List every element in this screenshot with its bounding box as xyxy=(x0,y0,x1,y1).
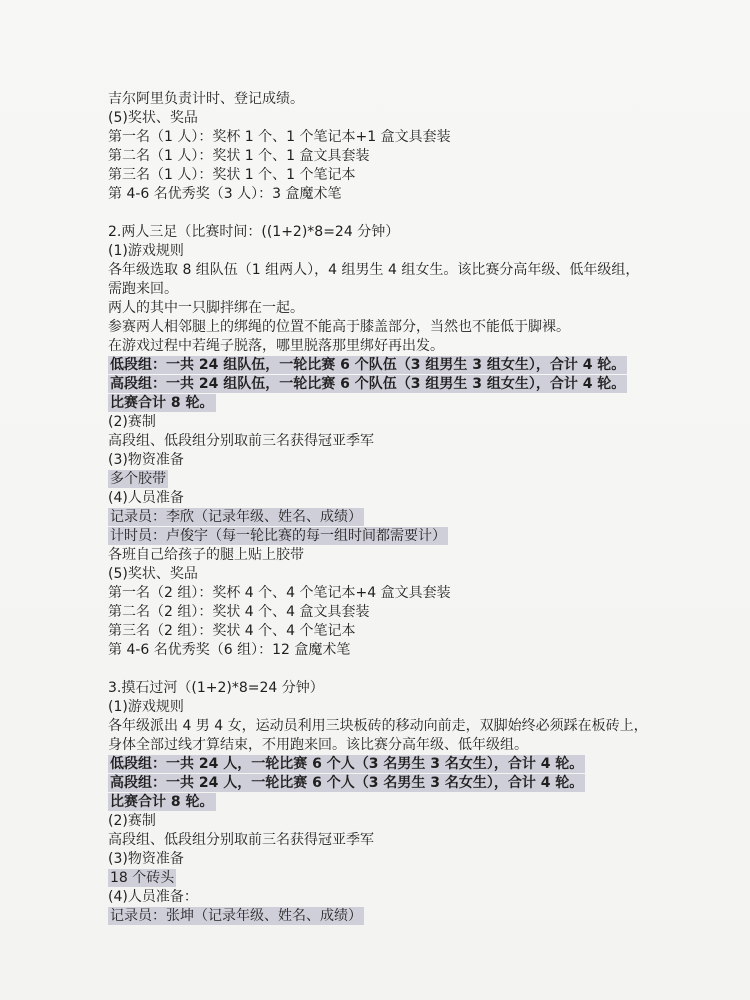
highlighted-text: 比赛合计 8 轮。 xyxy=(110,395,214,411)
text-line xyxy=(108,888,648,907)
text-line xyxy=(108,907,648,926)
text-line xyxy=(108,147,648,166)
line-text: 2.两人三足（比赛时间：((1+2)*8=24 分钟） xyxy=(108,224,400,240)
highlighted-text: 低段组：一共 24 人，一轮比赛 6 个人（3 名男生 3 名女生），合计 4 轮。 xyxy=(110,756,584,772)
line-text: 吉尔阿里负责计时、登记成绩。 xyxy=(108,91,304,107)
text-line xyxy=(108,375,648,394)
line-text: (3)物资准备 xyxy=(108,452,184,468)
text-line xyxy=(108,717,648,755)
text-line xyxy=(108,793,648,812)
line-text: 在游戏过程中若绳子脱落，哪里脱落那里绑好再出发。 xyxy=(108,338,444,354)
text-line xyxy=(108,584,648,603)
text-line xyxy=(108,489,648,508)
text-line xyxy=(108,242,648,261)
line-text: 高段组、低段组分别取前三名获得冠亚季军 xyxy=(108,433,374,449)
line-text: 3.摸石过河（(1+2)*8=24 分钟） xyxy=(108,680,324,696)
text-line xyxy=(108,755,648,774)
text-line xyxy=(108,546,648,565)
text-line xyxy=(108,698,648,717)
highlighted-text: 多个胶带 xyxy=(110,471,166,487)
text-line xyxy=(108,432,648,451)
highlighted-text: 比赛合计 8 轮。 xyxy=(110,794,214,810)
line-text: 高段组、低段组分别取前三名获得冠亚季军 xyxy=(108,832,374,848)
line-text: 各年级选取 8 组队伍（1 组两人），4 组男生 4 组女生。该比赛分高年级、低年级组，需跑来回。 xyxy=(108,262,640,297)
highlighted-text: 18 个砖头 xyxy=(110,870,175,886)
text-line xyxy=(108,527,648,546)
line-text: (2)赛制 xyxy=(108,813,156,829)
text-line xyxy=(108,261,648,299)
text-line xyxy=(108,128,648,147)
blank-line xyxy=(108,660,648,679)
line-text: 第 4-6 名优秀奖（3 人）：3 盒魔术笔 xyxy=(108,186,342,202)
text-line xyxy=(108,223,648,242)
text-line xyxy=(108,679,648,698)
line-text: (2)赛制 xyxy=(108,414,156,430)
text-line xyxy=(108,774,648,793)
highlighted-text: 低段组：一共 24 组队伍，一轮比赛 6 个队伍（3 组男生 3 组女生），合计 4 轮。 xyxy=(110,357,626,373)
text-line xyxy=(108,166,648,185)
text-line xyxy=(108,869,648,888)
blank-line xyxy=(108,204,648,223)
line-text: (1)游戏规则 xyxy=(108,699,184,715)
text-line xyxy=(108,812,648,831)
line-text: (4)人员准备 xyxy=(108,490,184,506)
text-line xyxy=(108,185,648,204)
line-text: 第二名（2 组）：奖状 4 个、4 盒文具套装 xyxy=(108,604,370,620)
text-line xyxy=(108,109,648,128)
document-body xyxy=(108,90,648,926)
line-text: 参赛两人相邻腿上的绑绳的位置不能高于膝盖部分，当然也不能低于脚裸。 xyxy=(108,319,570,335)
line-text: 第三名（1 人）：奖状 1 个、1 个笔记本 xyxy=(108,167,356,183)
highlighted-text: 计时员：卢俊宇（每一轮比赛的每一组时间都需要计） xyxy=(110,528,446,544)
text-line xyxy=(108,356,648,375)
text-line xyxy=(108,622,648,641)
line-text: 第一名（2 组）：奖杯 4 个、4 个笔记本+4 盒文具套装 xyxy=(108,585,451,601)
text-line xyxy=(108,337,648,356)
text-line xyxy=(108,413,648,432)
text-line xyxy=(108,90,648,109)
line-text: 第一名（1 人）：奖杯 1 个、1 个笔记本+1 盒文具套装 xyxy=(108,129,451,145)
text-line xyxy=(108,394,648,413)
line-text: (5)奖状、奖品 xyxy=(108,110,198,126)
text-line xyxy=(108,831,648,850)
line-text: (5)奖状、奖品 xyxy=(108,566,198,582)
line-text: 第 4-6 名优秀奖（6 组）：12 盒魔术笔 xyxy=(108,642,351,658)
line-text: 各班自己给孩子的腿上贴上胶带 xyxy=(108,547,304,563)
text-line xyxy=(108,470,648,489)
line-text: 第二名（1 人）：奖状 1 个、1 盒文具套装 xyxy=(108,148,370,164)
text-line xyxy=(108,299,648,318)
highlighted-text: 记录员：张坤（记录年级、姓名、成绩） xyxy=(110,908,362,924)
text-line xyxy=(108,603,648,622)
text-line xyxy=(108,451,648,470)
text-line xyxy=(108,318,648,337)
text-line xyxy=(108,641,648,660)
text-line xyxy=(108,508,648,527)
highlighted-text: 记录员：李欣（记录年级、姓名、成绩） xyxy=(110,509,362,525)
line-text: 第三名（2 组）：奖状 4 个、4 个笔记本 xyxy=(108,623,356,639)
highlighted-text: 高段组：一共 24 组队伍，一轮比赛 6 个队伍（3 组男生 3 组女生），合计 4 轮。 xyxy=(110,376,626,392)
highlighted-text: 高段组：一共 24 人，一轮比赛 6 个人（3 名男生 3 名女生），合计 4 轮。 xyxy=(110,775,584,791)
text-line xyxy=(108,565,648,584)
line-text: (1)游戏规则 xyxy=(108,243,184,259)
text-line xyxy=(108,850,648,869)
line-text: (3)物资准备 xyxy=(108,851,184,867)
line-text: (4)人员准备： xyxy=(108,889,198,905)
line-text: 各年级派出 4 男 4 女，运动员利用三块板砖的移动向前走，双脚始终必须踩在板砖上，身体全部过线才算结束，不用跑来回。该比赛分高年级、低年级组。 xyxy=(108,718,648,753)
line-text: 两人的其中一只脚拌绑在一起。 xyxy=(108,300,304,316)
